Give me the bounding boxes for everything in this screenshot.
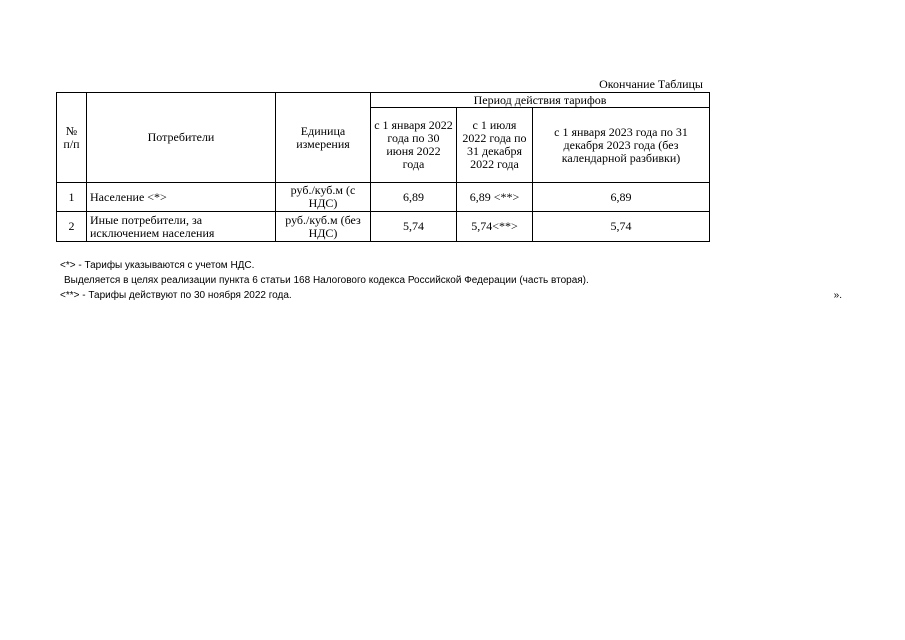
header-unit: Единица измерения bbox=[276, 93, 371, 183]
row-unit: руб./куб.м (без НДС) bbox=[276, 212, 371, 242]
row-tariff-period-2: 6,89 <**> bbox=[457, 183, 533, 212]
footnote-vat: <*> - Тарифы указываются с учетом НДС. bbox=[60, 260, 255, 271]
row-tariff-period-2: 5,74<**> bbox=[457, 212, 533, 242]
header-period-3: с 1 января 2023 года по 31 декабря 2023 года (без календарной разбивки) bbox=[533, 108, 710, 183]
footnote-validity-text: <**> - Тарифы действуют по 30 ноября 2022 года. bbox=[60, 290, 292, 301]
tariffs-table bbox=[56, 92, 710, 242]
footnote-validity bbox=[60, 288, 850, 303]
row-consumer: Население <*> bbox=[87, 183, 276, 212]
row-tariff-period-1: 6,89 bbox=[371, 183, 457, 212]
row-tariff-period-3: 6,89 bbox=[533, 183, 710, 212]
header-period: Период действия тарифов bbox=[371, 93, 710, 108]
row-unit: руб./куб.м (с НДС) bbox=[276, 183, 371, 212]
table-row bbox=[57, 183, 710, 212]
closing-quote: ». bbox=[833, 290, 842, 301]
header-period-2: с 1 июля 2022 года по 31 декабря 2022 года bbox=[457, 108, 533, 183]
header-number: № п/п bbox=[57, 93, 87, 183]
footnote-tax-code: Выделяется в целях реализации пункта 6 статьи 168 Налогового кодекса Российской Федерации (часть вторая). bbox=[64, 275, 589, 286]
table-caption: Окончание Таблицы bbox=[599, 77, 703, 91]
table-row bbox=[57, 212, 710, 242]
row-number: 1 bbox=[57, 183, 87, 212]
row-tariff-period-1: 5,74 bbox=[371, 212, 457, 242]
footnotes bbox=[60, 258, 850, 303]
row-number: 2 bbox=[57, 212, 87, 242]
row-tariff-period-3: 5,74 bbox=[533, 212, 710, 242]
header-consumers: Потребители bbox=[87, 93, 276, 183]
header-period-1: с 1 января 2022 года по 30 июня 2022 года bbox=[371, 108, 457, 183]
row-consumer: Иные потребители, за исключением населения bbox=[87, 212, 276, 242]
